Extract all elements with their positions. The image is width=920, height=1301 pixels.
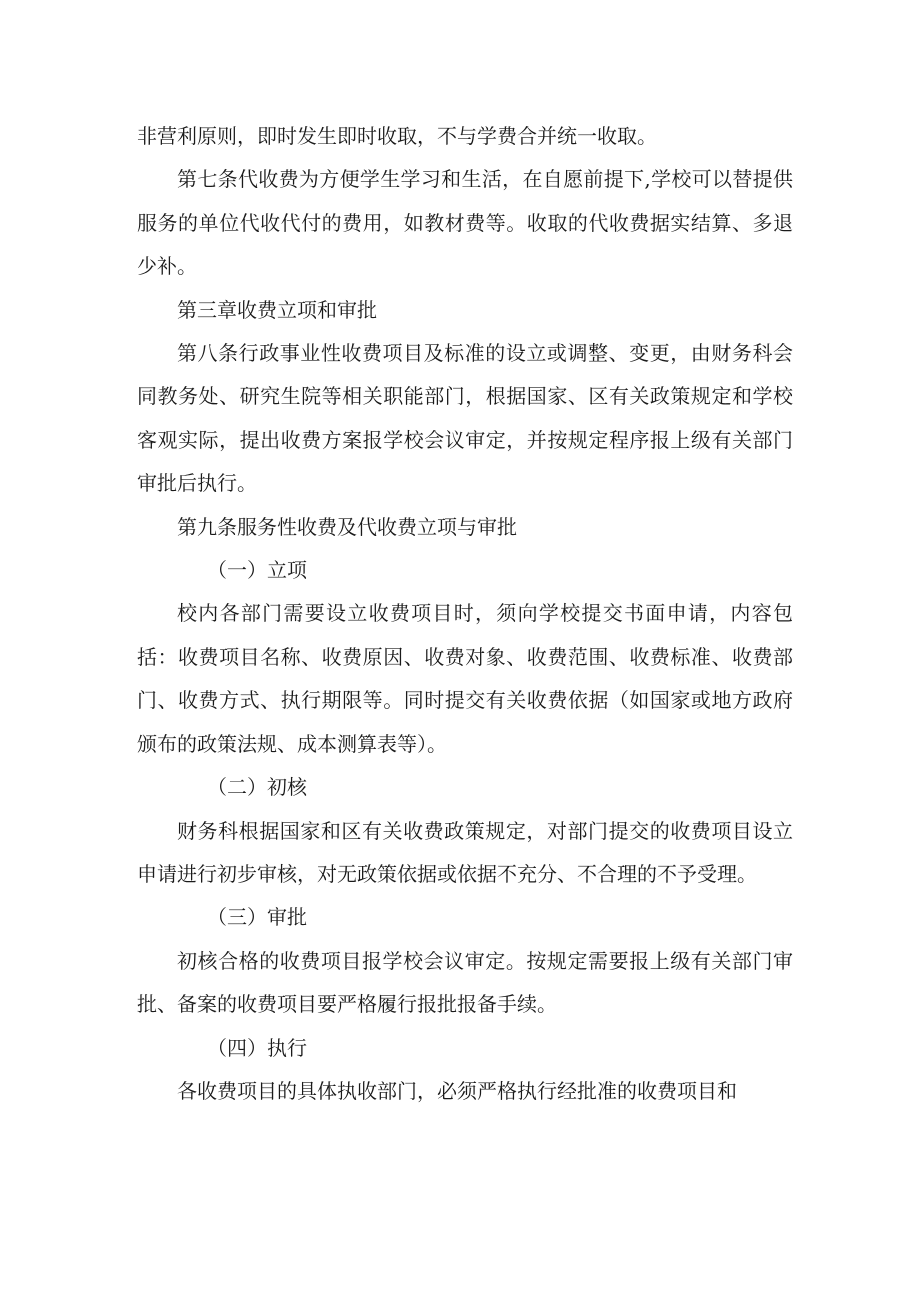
subsection-3-heading: （三）审批 [207, 905, 307, 930]
paragraph-article-8: 第八条行政事业性收费项目及标准的设立或调整、变更，由财务科会同教务处、研究生院等相关职能部门，根据国家、区有关政策规定和学校客观实际，提出收费方案报学校会议审定，并按规定程序报上级有关部门审批后执行。 [137, 341, 793, 496]
paragraph-article-7: 第七条代收费为方便学生学习和生活，在自愿前提下,学校可以替提供服务的单位代收代付的费用，如教材费等。收取的代收费据实结算、多退少补。 [137, 167, 793, 279]
article-9-heading: 第九条服务性收费及代收费立项与审批 [177, 514, 517, 539]
document-body [137, 115, 793, 1113]
paragraph-subsection-1: 校内各部门需要设立收费项目时，须向学校提交书面申请，内容包括：收费项目名称、收费原因、收费对象、收费范围、收费标准、收费部门、收费方式、执行期限等。同时提交有关收费依据（如国家或地方政府颁布的政策法规、成本测算表等）。 [137, 601, 793, 756]
subsection-4-heading: （四）执行 [207, 1035, 307, 1060]
paragraph-subsection-3: 初核合格的收费项目报学校会议审定。按规定需要报上级有关部门审批、备案的收费项目要严格履行报批报备手续。 [137, 948, 793, 1017]
subsection-2-heading: （二）初核 [207, 775, 307, 800]
paragraph-subsection-4: 各收费项目的具体执收部门，必须严格执行经批准的收费项目和 [177, 1078, 737, 1103]
paragraph-continuation: 非营利原则，即时发生即时收取，不与学费合并统一收取。 [137, 124, 657, 148]
chapter-3-heading: 第三章收费立项和审批 [177, 297, 377, 322]
paragraph-subsection-2: 财务科根据国家和区有关收费政策规定，对部门提交的收费项目设立申请进行初步审核，对无政策依据或依据不充分、不合理的不予受理。 [137, 818, 793, 886]
subsection-1-heading: （一）立项 [207, 558, 307, 583]
